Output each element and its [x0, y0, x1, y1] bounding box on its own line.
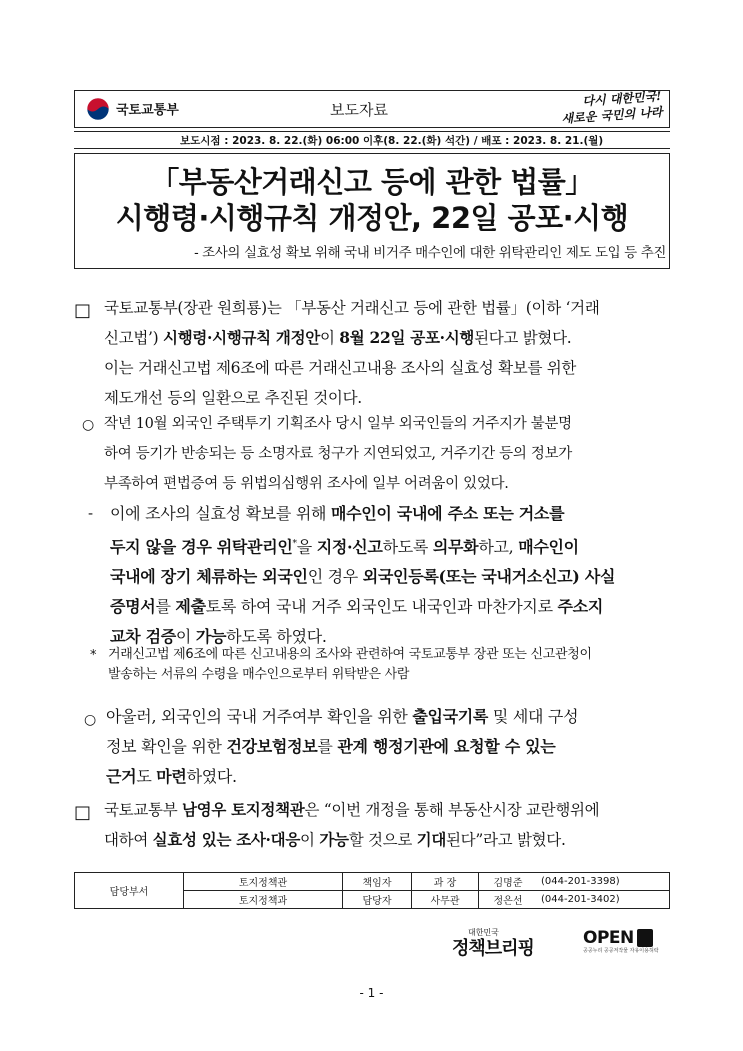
p3-line: 증명서를 제출토록 하여 국내 거주 외국인도 내국인과 마찬가지로 주소지: [110, 597, 603, 617]
footnote-line: 발송하는 서류의 수령을 매수인으로부터 위탁받은 사람: [108, 667, 410, 682]
contact-phone: (044-201-3402): [537, 891, 670, 909]
contact-row: [75, 873, 670, 891]
p2-line: 작년 10월 외국인 주택투기 기획조사 당시 일부 외국인들의 거주지가 불분명: [104, 416, 572, 432]
footnote: [108, 645, 592, 685]
open-label: OPEN: [583, 928, 634, 948]
embargo-divider-bottom: [74, 148, 670, 149]
slogan-line-1: 다시 대한민국!: [582, 88, 662, 109]
contact-table: [74, 872, 670, 909]
p2-line: 부족하여 편법증여 등 위법의심행위 조사에 일부 어려움이 있었다.: [104, 476, 509, 492]
page-number: - 1 -: [359, 986, 384, 1000]
title-line-1: 「부동산거래신고 등에 관한 법률」: [150, 165, 594, 199]
contact-phone: (044-201-3398): [537, 873, 670, 891]
dept-label: 담당부서: [75, 873, 184, 909]
p2-line: 하여 등기가 반송되는 등 소명자료 청구가 지연되었고, 거주기간 등의 정보가: [104, 446, 573, 462]
p3-line: 두지 않을 경우 위탁관리인*을 지정·신고하도록 의무화하고, 매수인이: [110, 537, 579, 557]
title-line-2: 시행령·시행규칙 개정안, 22일 공포·시행: [115, 201, 629, 235]
footnote-star: *: [90, 648, 97, 663]
contact-office: 토지정책관: [184, 873, 343, 891]
paragraph-5: [104, 795, 599, 855]
p5-line: 대하여 실효성 있는 조사·대응이 가능할 것으로 기대된다”라고 밝혔다.: [104, 830, 566, 849]
p3-line: 이에 조사의 실효성 확보를 위해 매수인이 국내에 주소 또는 거소를: [110, 504, 565, 523]
p3-line: 국내에 장기 체류하는 외국인인 경우 외국인등록(또는 국내거소신고) 사실: [110, 567, 616, 587]
government-emblem-icon: [86, 97, 110, 121]
embargo-info: 보도시점 : 2023. 8. 22.(화) 06:00 이후(8. 22.(화) 석간) / 배포 : 2023. 8. 21.(월): [180, 135, 604, 147]
circle-bullet: ○: [82, 417, 95, 433]
person-icon: [637, 929, 653, 947]
ministry-name: 국토교통부: [116, 103, 179, 118]
circle-bullet: ○: [84, 712, 97, 728]
contact-title: 사무관: [412, 891, 479, 909]
contact-title: 과 장: [412, 873, 479, 891]
footnote-line: 거래신고법 제6조에 따른 신고내용의 조사와 관련하여 국토교통부 장관 또는 신고관청이: [108, 647, 592, 662]
open-license-logo: [583, 928, 657, 964]
p3-line: 교차 검증이 가능하도록 하였다.: [110, 627, 327, 647]
contact-name: 정은선: [479, 891, 538, 909]
contact-name: 김명준: [479, 873, 538, 891]
subtitle: - 조사의 실효성 확보 위해 국내 비거주 매수인에 대한 위탁관리인 제도 도입 등 추진: [194, 245, 666, 261]
p1-line: 국토교통부(장관 원희룡)는 「부동산 거래신고 등에 관한 법률」(이하 ‘거래: [104, 299, 600, 317]
open-sub-text: 공공누리 공공저작물 자유이용허락: [583, 948, 659, 954]
p4-line: 근거도 마련하였다.: [106, 767, 237, 786]
p1-line: 신고법’) 시행령·시행규칙 개정안이 8월 22일 공포·시행된다고 밝혔다.: [104, 328, 572, 347]
slogan-line-2: 새로운 국민의 나라: [561, 104, 663, 126]
p1-line: 제도개선 등의 일환으로 추진된 것이다.: [104, 389, 362, 407]
square-bullet: □: [74, 300, 92, 321]
embargo-divider-top: [74, 131, 670, 132]
paragraph-1: [104, 293, 674, 413]
brand-small-text: 대한민국: [468, 928, 499, 937]
p4-line: 아울러, 외국인의 국내 거주여부 확인을 위한 출입국기록 및 세대 구성: [106, 707, 579, 726]
policy-briefing-logo: [452, 928, 570, 964]
contact-role: 책임자: [343, 873, 412, 891]
p5-line: 국토교통부 남영우 토지정책관은 “이번 개정을 통해 부동산시장 교란행위에: [104, 800, 600, 819]
paragraph-3: [110, 499, 615, 652]
dash-bullet: -: [88, 504, 94, 522]
press-release-label: 보도자료: [330, 101, 388, 119]
p4-line: 정보 확인을 위한 건강보험정보를 관계 행정기관에 요청할 수 있는: [106, 737, 556, 756]
paragraph-2: [104, 409, 572, 499]
contact-role: 담당자: [343, 891, 412, 909]
contact-office: 토지정책과: [184, 891, 343, 909]
paragraph-4: [106, 702, 578, 792]
p1-line: 이는 거래신고법 제6조에 따른 거래신고내용 조사의 실효성 확보를 위한: [104, 359, 577, 377]
brand-main-text: 정책브리핑: [452, 938, 534, 959]
square-bullet: □: [74, 802, 92, 823]
